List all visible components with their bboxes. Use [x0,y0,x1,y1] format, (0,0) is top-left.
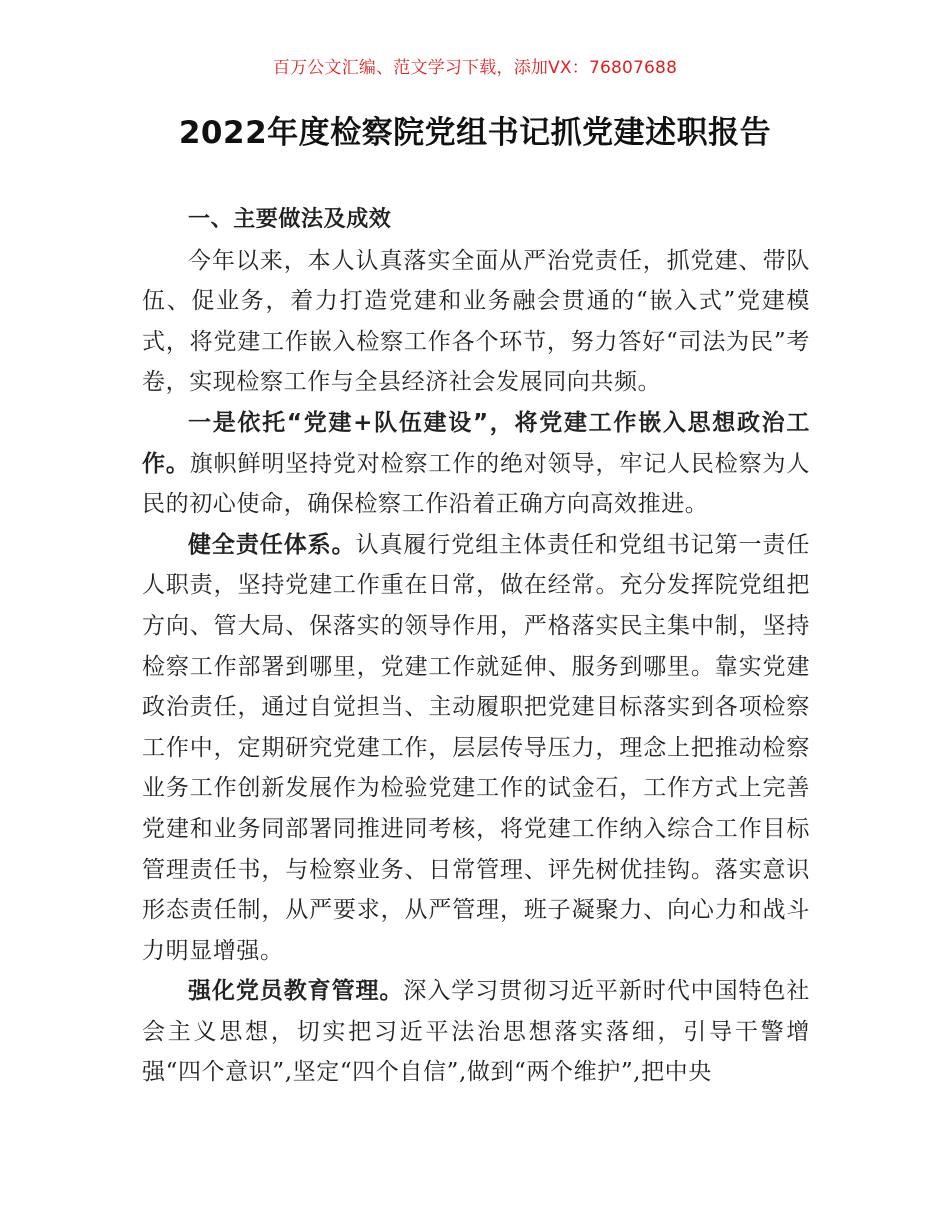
header-note: 百万公文汇编、范文学习下载，添加VX：76807688 [272,58,678,78]
document-title: 2022年度检察院党组书记抓党建述职报告 [178,115,772,151]
point1-text: 旗帜鲜明坚持党对检察工作的绝对领导，牢记人民检察为人民的初心使命，确保检察工作沿着正确方向高效推进。 [142,450,810,518]
intro-paragraph: 今年以来，本人认真落实全面从严治党责任，抓党建、带队伍、促业务，着力打造党建和业务融会贯通的“嵌入式”党建模式，将党建工作嵌入检察工作各个环节，努力答好“司法为民”考卷，实现检察工作与全县经济社会发展同向共频。 [142,247,810,396]
responsibility-lead: 健全责任体系。 [188,531,356,558]
point1-paragraph [142,403,810,525]
education-lead: 强化党员教育管理。 [188,978,404,1005]
point1-lead: 一是依托“党建+队伍建设”，将党建工作嵌入思想政治工作。 [142,409,810,477]
section-heading-text: 一、主要做法及成效 [188,207,392,232]
education-paragraph [142,971,810,1093]
section-heading [142,199,810,241]
responsibility-text: 认真履行党组主体责任和党组书记第一责任人职责，坚持党建工作重在日常，做在经常。充分发挥院党组把方向、管大局、保落实的领导作用，严格落实民主集中制，坚持检察工作部署到哪里，党建工作就延伸、服务到哪里。靠实党建政治责任，通过自觉担当、主动履职把党建目标落实到各项检察工作中，定期研究党建工作，层层传导压力，理念上把推动检察业务工作创新发展作为检验党建工作的试金石，工作方式上完善党建和业务同部署同推进同考核，将党建工作纳入综合工作目标管理责任书，与检察业务、日常管理、评先树优挂钩。落实意识形态责任制，从严要求，从严管理，班子凝聚力、向心力和战斗力明显增强。 [142,531,811,964]
document-body [142,199,810,1093]
education-text: 深入学习贯彻习近平新时代中国特色社会主义思想，切实把习近平法治思想落实落细，引导干警增强“四个意识”,坚定“四个自信”,做到“两个维护”,把中央 [142,978,810,1086]
responsibility-paragraph [142,525,810,972]
